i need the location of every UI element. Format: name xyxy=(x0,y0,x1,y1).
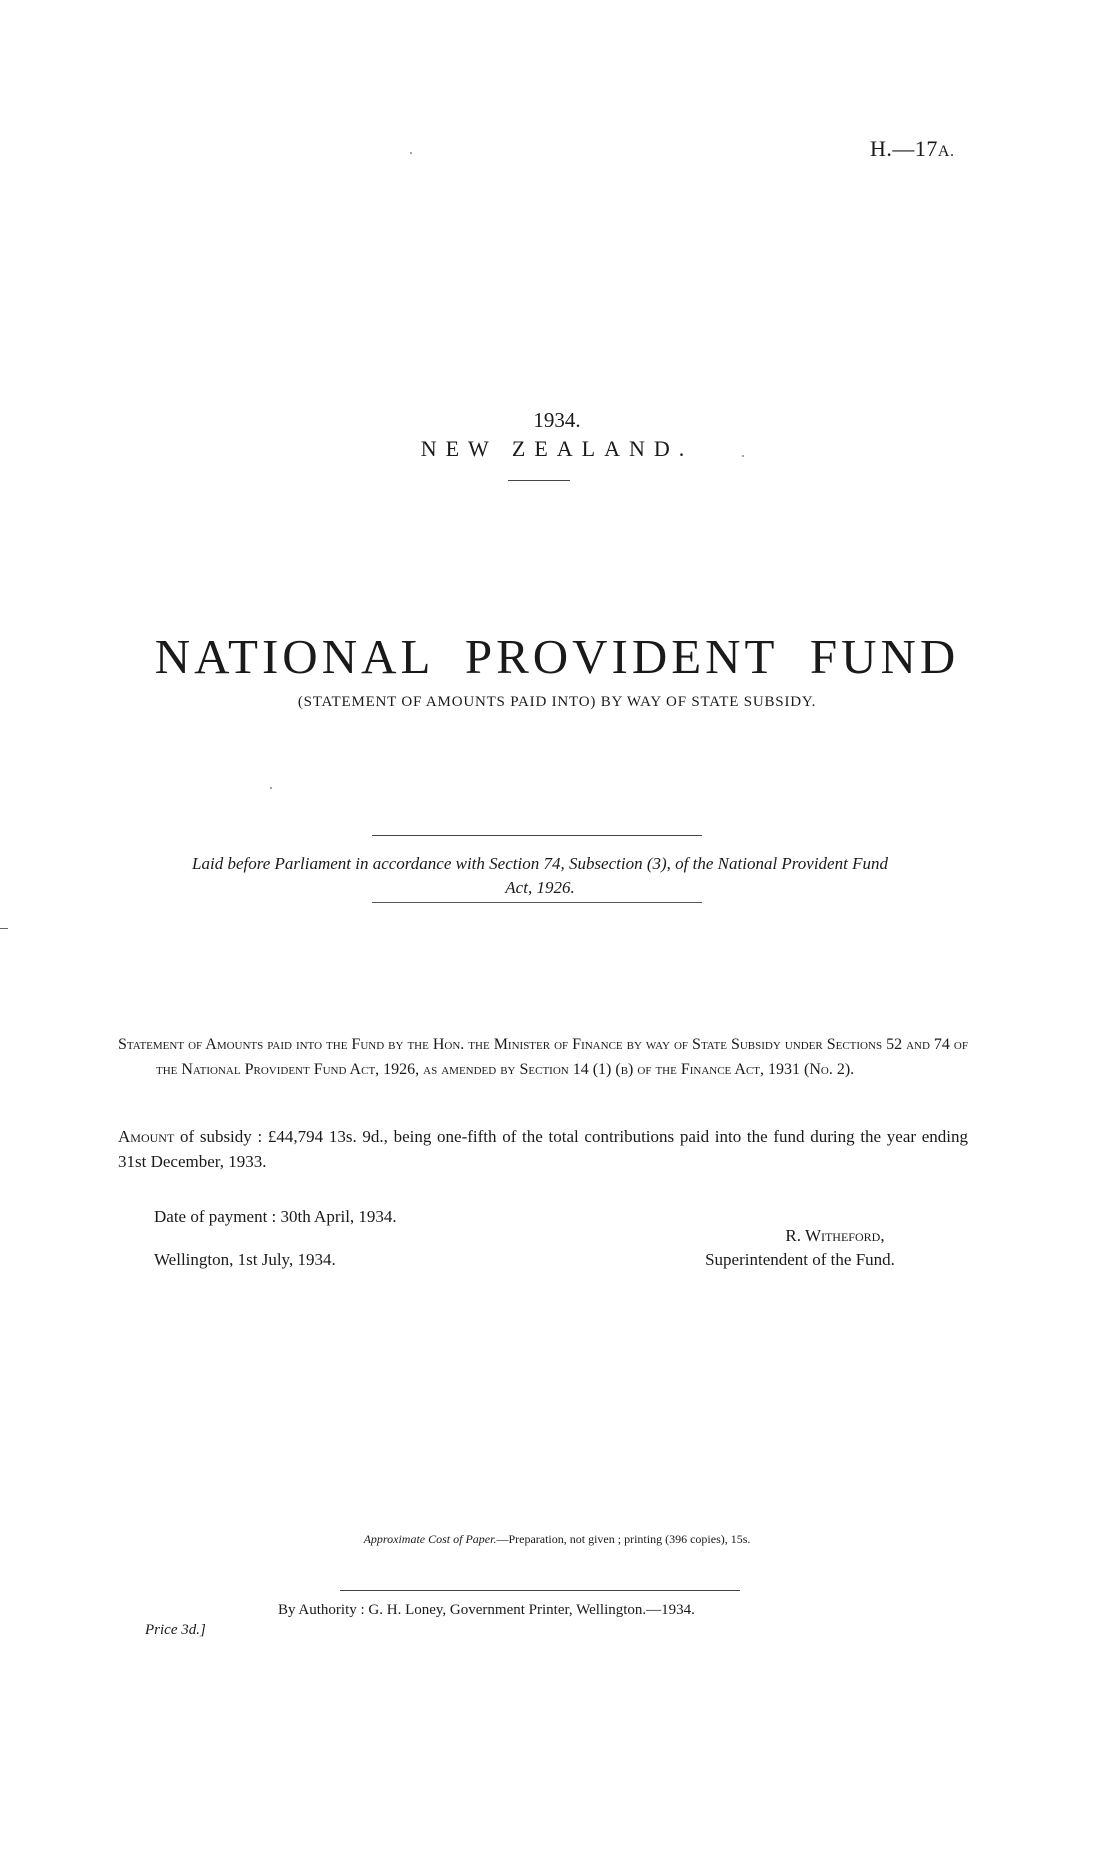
signatory-title: Superintendent of the Fund. xyxy=(705,1250,895,1269)
document-subtitle: (STATEMENT OF AMOUNTS PAID INTO) BY WAY OF STATE SUBSIDY. xyxy=(297,694,817,710)
cost-text: —Preparation, not given ; printing (396 copies), 15s. xyxy=(496,1532,751,1546)
scan-speck xyxy=(410,152,412,154)
scan-speck xyxy=(742,455,744,457)
reference-suffix: A. xyxy=(937,143,955,160)
publication-year: 1934. xyxy=(533,408,581,432)
document-title: NATIONAL PROVIDENT FUND xyxy=(154,629,960,684)
cost-label: Approximate Cost of Paper. xyxy=(363,1532,497,1546)
printer-imprint: By Authority : G. H. Loney, Government Printer, Wellington.—1934. xyxy=(278,1602,695,1618)
laid-before-parliament-note xyxy=(110,852,970,900)
laid-line-2: Act, 1926. xyxy=(505,878,575,897)
amount-paragraph xyxy=(118,1124,968,1174)
place-and-date: Wellington, 1st July, 1934. xyxy=(154,1250,336,1269)
amount-text: of subsidy : £44,794 13s. 9d., being one-fifth of the total contributions paid into the fund during the year ending 31st December, 1933. xyxy=(118,1127,968,1171)
reference-main: H.—17 xyxy=(870,136,938,161)
document-reference xyxy=(870,136,954,162)
statement-heading xyxy=(118,1032,968,1082)
statement-text: Statement of Amounts paid into the Fund by the Hon. the Minister of Finance by way of State Subsidy under Sections 52 and 74 of the National Provident Fund Act, 1926, as amended by Section 14 (1) (b) of the Finance Act, 1931 (No. 2). xyxy=(118,1036,968,1078)
scan-mark xyxy=(0,928,8,929)
masthead-divider xyxy=(508,480,570,481)
payment-date: Date of payment : 30th April, 1934. xyxy=(154,1207,397,1226)
country-heading: NEW ZEALAND. xyxy=(420,436,694,461)
scan-speck xyxy=(270,787,272,789)
printer-rule xyxy=(340,1590,740,1591)
signatory-name: R. Witheford, xyxy=(785,1226,885,1245)
laid-bottom-rule xyxy=(372,902,702,903)
price-note: Price 3d.] xyxy=(145,1622,206,1638)
laid-top-rule xyxy=(372,835,702,836)
laid-line-1: Laid before Parliament in accordance with Section 74, Subsection (3), of the National Provident Fund xyxy=(192,854,888,873)
amount-lead: Amount xyxy=(118,1127,175,1146)
cost-of-paper-note xyxy=(0,1532,1114,1547)
